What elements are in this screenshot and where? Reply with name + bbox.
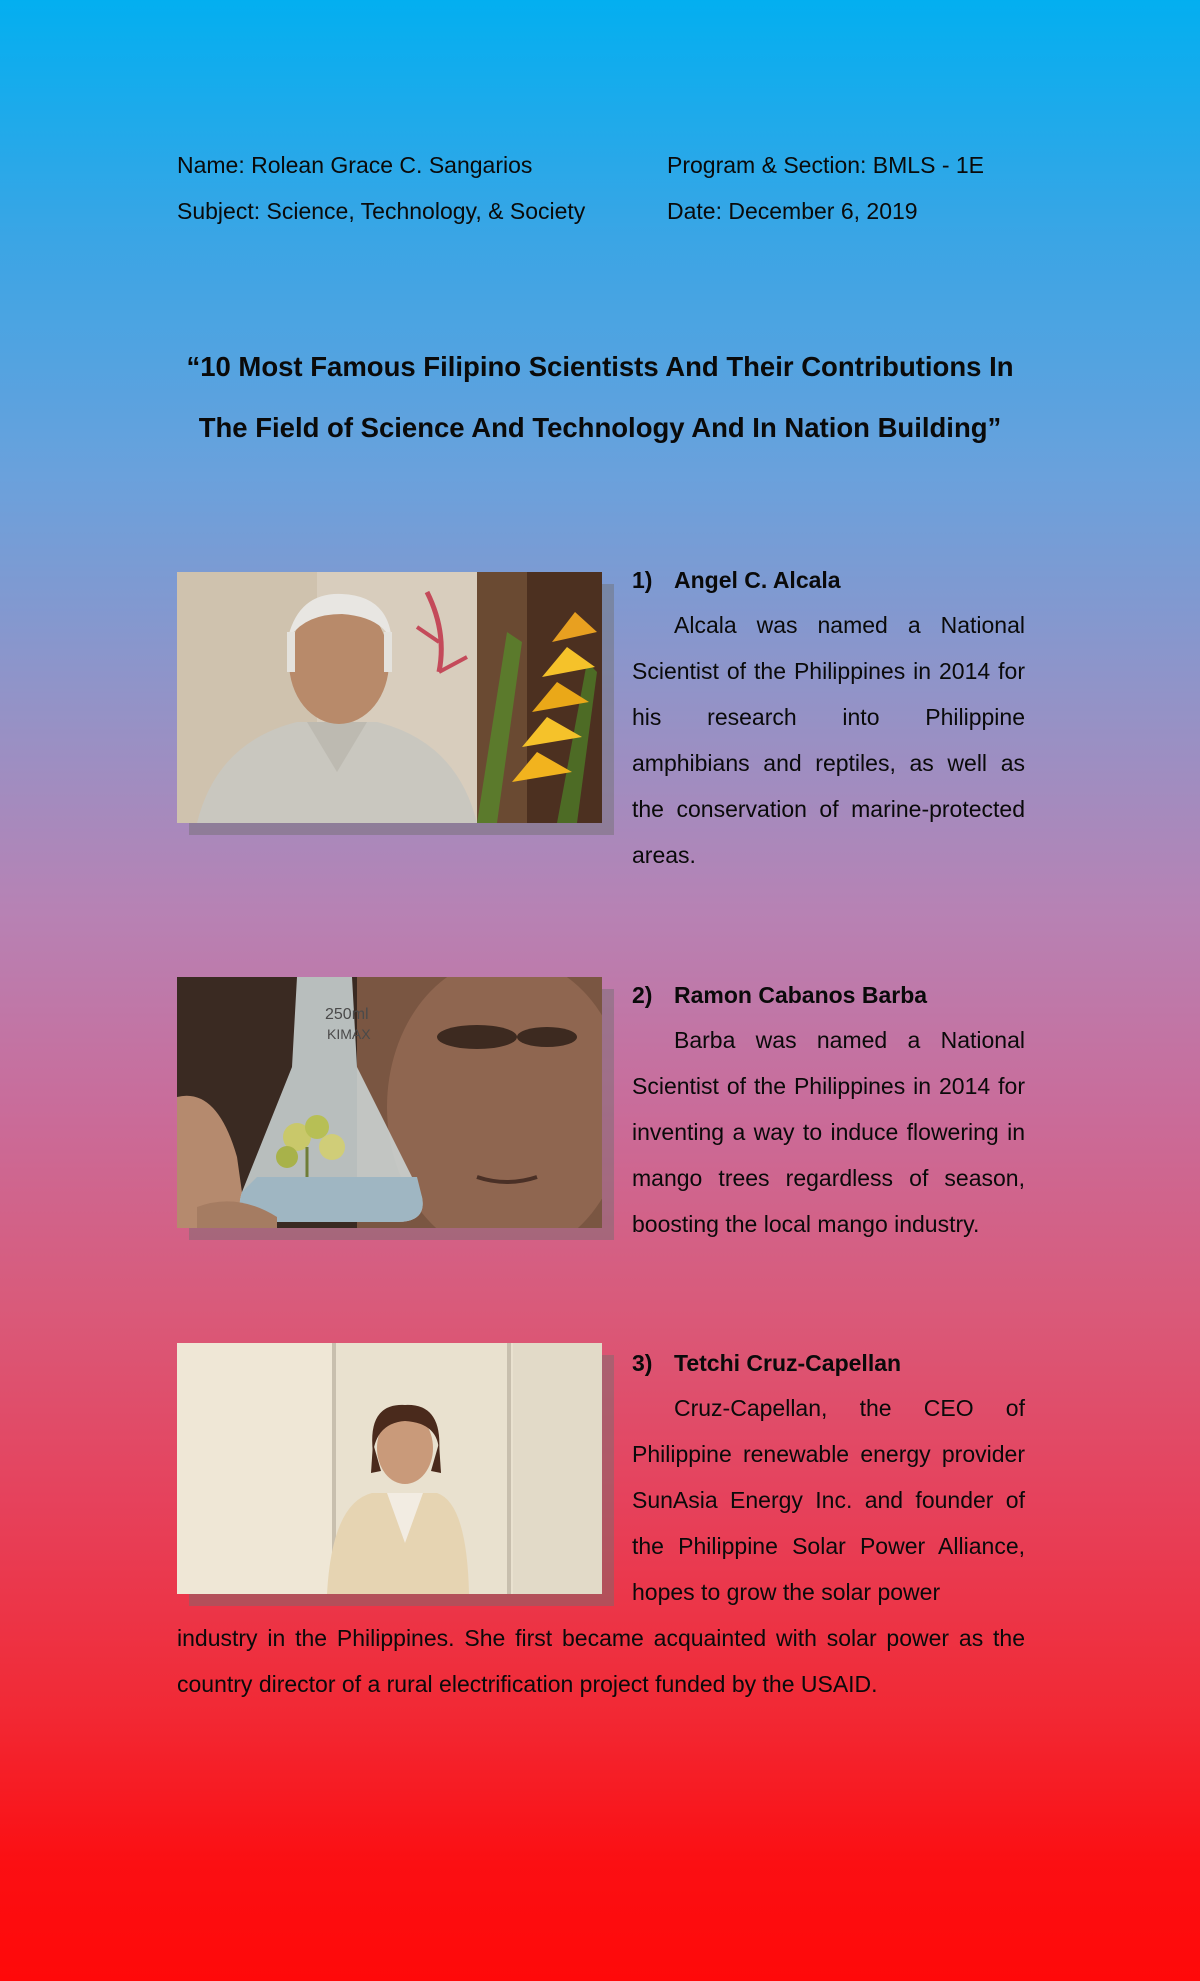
scientist-1-name: Angel C. Alcala xyxy=(674,567,841,593)
scientist-1-heading xyxy=(632,565,841,595)
scientist-2-heading xyxy=(632,980,927,1010)
scientist-3-text-line-3: country director of a rural electrification project funded by the USAID. xyxy=(177,1671,878,1697)
page-title xyxy=(177,336,1023,458)
title-line-1: “10 Most Famous Filipino Scientists And Their Contributions In xyxy=(186,351,1014,382)
scientist-1-number: 1) xyxy=(632,567,653,593)
scientist-3-description-continued xyxy=(177,1615,1025,1707)
scientist-2-name: Ramon Cabanos Barba xyxy=(674,982,928,1008)
flask-volume-label: 250ml xyxy=(325,1006,369,1023)
scientist-3-description xyxy=(632,1385,1025,1615)
program-section: Program & Section: BMLS - 1E xyxy=(667,152,985,178)
scientist-3-heading xyxy=(632,1348,901,1378)
subject: Subject: Science, Technology, & Society xyxy=(177,198,586,224)
photo-tetchi-cruz-capellan xyxy=(177,1343,602,1594)
scientist-1-text: Alcala was named a National Scientist of the Philippines in 2014 for his research into Philippine amphibians and reptiles, as well as the conservation of marine-protected areas. xyxy=(632,612,1025,868)
scientist-3-number: 3) xyxy=(632,1350,653,1376)
scientist-2-text: Barba was named a National Scientist of the Philippines in 2014 for inventing a way to induce flowering in mango trees regardless of season, boosting the local mango industry. xyxy=(632,1027,1025,1237)
scientist-3-text: Cruz-Capellan, the CEO of Philippine renewable energy provider SunAsia Energy Inc. and founder of the Philippine Solar Power Alliance, hopes to grow the solar power xyxy=(632,1395,1025,1605)
scientist-3-text-line-2: industry in the Philippines. She first became acquainted with solar power as the xyxy=(177,1625,1025,1651)
scientist-2-number: 2) xyxy=(632,982,653,1008)
photo-angel-alcala xyxy=(177,572,602,823)
scientist-2-description xyxy=(632,1017,1025,1247)
photo-ramon-barba xyxy=(177,977,602,1228)
student-name: Name: Rolean Grace C. Sangarios xyxy=(177,152,533,178)
title-line-2: The Field of Science And Technology And In Nation Building” xyxy=(198,412,1002,443)
scientist-1-description xyxy=(632,602,1025,878)
flask-brand-label: KIMAX xyxy=(327,1026,371,1042)
scientist-3-name: Tetchi Cruz-Capellan xyxy=(674,1350,902,1376)
date: Date: December 6, 2019 xyxy=(667,198,918,224)
